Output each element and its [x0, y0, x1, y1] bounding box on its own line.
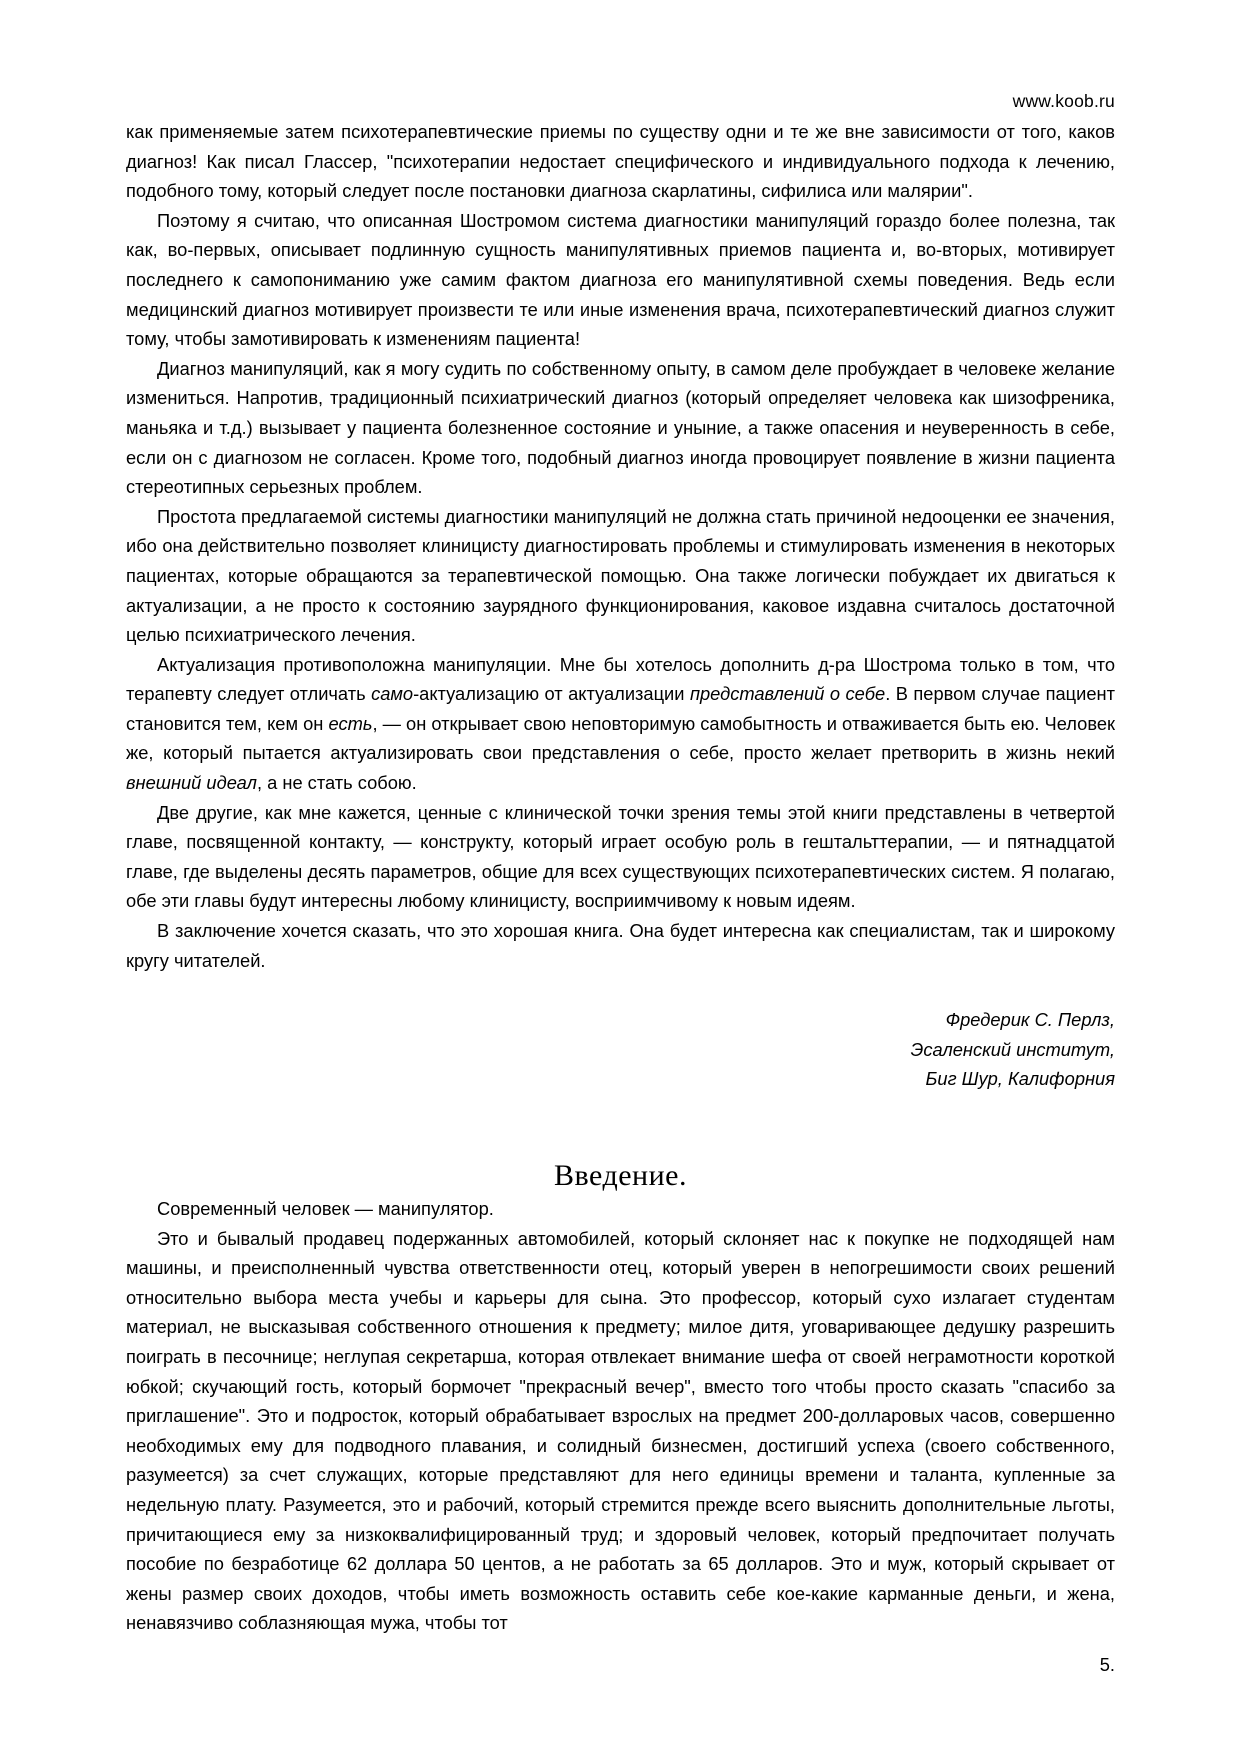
paragraph-two-themes: Две другие, как мне кажется, ценные с клинической точки зрения темы этой книги представлены в четвертой главе, посвященной контакту, — конструкту, который играет особую роль в гештальттерапии, — и пятнадцатой главе, где выделены десять параметров, общие для всех существующих психотерапевтических систем. Я полагаю, обе эти главы будут интересны любому клиницисту, восприимчивому к новым идеям. — [126, 801, 1115, 912]
paragraph-continuation: как применяемые затем психотерапевтические приемы по существу одни и те же вне зависимости от того, каков диагноз! Как писал Глассер, "психотерапии недостает специфического и индивидуального подхода к лечению, подобного тому, который следует после постановки диагноза скарлатины, сифилиса или малярии". — [126, 121, 1115, 202]
paragraph-conclusion: В заключение хочется сказать, что это хорошая книга. Она будет интересна как специалистам, так и широкому кругу читателей. — [126, 920, 1115, 971]
document-body — [126, 117, 1115, 1638]
signature-author: Фредерик С. Перлз, — [945, 1009, 1115, 1031]
actualization-italic-vneshnii-ideal: внешний идеал — [126, 772, 257, 794]
paragraph-manipulation-diagnosis: Диагноз манипуляций, как я могу судить по собственному опыту, в самом деле пробуждает в человеке желание измениться. Напротив, традиционный психиатрический диагноз (который определяет человека как шизофреника, маньяка и т.д.) вызывает у пациента болезненное состояние и уныние, а также опасения и неуверенность в себе, если он с диагнозом не согласен. Кроме того, подобный диагноз иногда провоцирует появление в жизни пациента стереотипных серьезных проблем. — [126, 357, 1115, 498]
paragraph-shostrom-system: Поэтому я считаю, что описанная Шостромом система диагностики манипуляций гораздо более полезна, так как, во-первых, описывает подлинную сущность манипулятивных приемов пациента и, во-вторых, мотивирует последнего к самопониманию уже самим фактом диагноза его манипулятивной схемы поведения. Ведь если медицинский диагноз мотивирует произвести те или иные изменения врача, психотерапевтический диагноз служит тому, чтобы замотивировать к изменениям пациента! — [126, 209, 1115, 350]
page-number: 5. — [1099, 1654, 1115, 1675]
signature-block — [126, 1005, 1115, 1094]
paragraph-actualization — [126, 650, 1115, 798]
signature-institute: Эсаленский институт, — [910, 1038, 1115, 1060]
actualization-italic-est: есть — [328, 712, 373, 734]
actualization-part3: . В первом случае пациент становится тем, кем он — [126, 683, 1115, 734]
page-header-url: www.koob.ru — [1012, 91, 1115, 111]
chapter-first-paragraph: Это и бывалый продавец подержанных автомобилей, который склоняет нас к покупке не подходящей нам машины, и преисполненный чувства ответственности отец, который уверен в непогрешимости своих решений относительно выбора места учебы и карьеры для сына. Это профессор, который сухо излагает студентам материал, не высказывая собственного отношения к предмету; милое дитя, уговаривающее дедушку разрешить поиграть в песочнице; неглупая секретарша, которая отвлекает внимание шефа от своей неграмотности короткой юбкой; скучающий гость, который бормочет "прекрасный вечер", вместо того чтобы просто сказать "спасибо за приглашение". Это и подросток, который обрабатывает взрослых на предмет 200-долларовых часов, совершенно необходимых ему для подводного плавания, и солидный бизнесмен, достигший успеха (своего собственного, разумеется) за счет служащих, которые представляют для него единицы времени и таланта, купленные за недельную плату. Разумеется, это и рабочий, который стремится прежде всего выяснить дополнительные льготы, причитающиеся ему за низкоквалифицированный труд; и здоровый человек, который предпочитает получать пособие по безработице 62 доллара 50 центов, а не работать за 65 долларов. Это и муж, который скрывает от жены размер своих доходов, чтобы иметь возможность оставить себе кое-какие карманные деньги, и жена, ненавязчиво соблазняющая мужа, чтобы тот — [126, 1227, 1115, 1634]
actualization-part2: -актуализацию от актуализации — [413, 683, 690, 705]
actualization-italic-samo: само — [371, 683, 414, 705]
actualization-part5: , а не стать собою. — [256, 772, 417, 794]
actualization-part1: Актуализация противоположна манипуляции. Мне бы хотелось дополнить д-ра Шострома только в том, что терапевту следует отличать — [126, 653, 1115, 705]
signature-location: Биг Шур, Калифорния — [925, 1068, 1115, 1090]
chapter-lead-line: Современный человек — манипулятор. — [157, 1198, 494, 1219]
actualization-italic-predstavlenii: представлений о себе — [689, 683, 886, 705]
actualization-part4: , — он открывает свою неповторимую самобытность и отваживается быть ею. Человек же, который пытается актуализировать свои представления о себе, просто желает претворить в жизнь некий — [126, 712, 1115, 764]
chapter-heading: Введение. — [554, 1159, 687, 1192]
paragraph-simplicity: Простота предлагаемой системы диагностики манипуляций не должна стать причиной недооценки ее значения, ибо она действительно позволяет клиницисту диагностировать проблемы и стимулировать изменения в некоторых пациентах, которые обращаются за терапевтической помощью. Она также логически побуждает их двигаться к актуализации, а не просто к состоянию заурядного функционирования, каковое издавна считалось достаточной целью психиатрического лечения. — [126, 505, 1115, 646]
